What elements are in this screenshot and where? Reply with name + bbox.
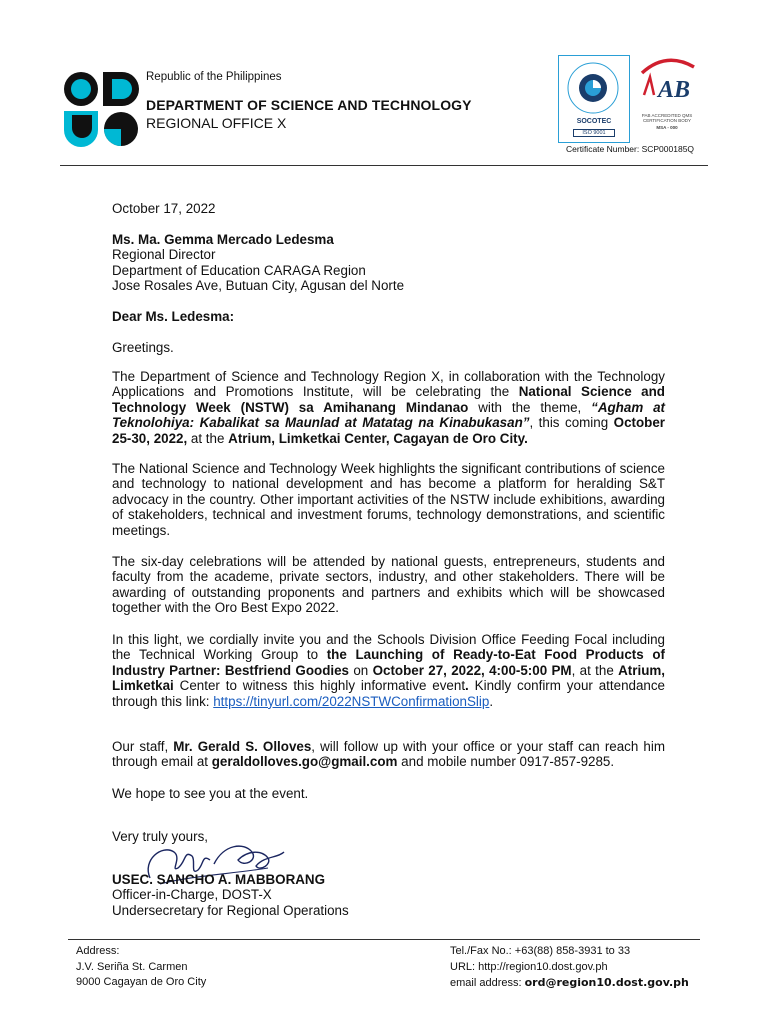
p5-email: geraldolloves.go@gmail.com <box>211 754 398 770</box>
p1-text-a: The Department of Science and Technology Region X, in collaboration with the Technology Applications and Promotions Institute, will be celebrating the <box>112 369 665 400</box>
p1-text-g: at the <box>187 430 229 446</box>
letter-date: October 17, 2022 <box>112 201 216 216</box>
greeting: Greetings. <box>112 340 174 355</box>
p4-text-a: In this light, we cordially invite you and the Schools Division Office Feeding Focal including the Technical Working Group to <box>112 632 665 663</box>
pab-code: MSA - 000 <box>656 125 678 130</box>
p4-text-e: , at the <box>571 662 619 678</box>
confirmation-link[interactable]: https://tinyurl.com/2022NSTWConfirmationSlip <box>213 693 490 709</box>
email-address: ord@region10.dost.gov.ph <box>524 976 689 989</box>
certificate-number: Certificate Number: SCP000185Q <box>566 144 695 154</box>
department-name: DEPARTMENT OF SCIENCE AND TECHNOLOGY <box>146 97 472 113</box>
email-label: email address: <box>450 977 525 989</box>
paragraph-2: The National Science and Technology Week highlights the significant contributions of science and technology to national development and has become a platform for heralding S&T advocacy in the country. Other important activities of the NSTW include exhibitions, awarding of stakeholders, technical and investment forums, technology demonstrations, and scientific meetings. <box>112 461 665 538</box>
pab-logo-icon <box>636 55 698 113</box>
recipient-block <box>112 232 665 294</box>
p4-text-c: on <box>349 662 373 678</box>
recipient-title: Regional Director <box>112 247 216 263</box>
salutation: Dear Ms. Ledesma: <box>112 309 235 324</box>
p4-text-g: Center to witness this highly informative event <box>173 678 466 694</box>
website-url: URL: http://region10.dost.gov.ph <box>450 960 608 973</box>
p4-venue: Atrium, Limketkai <box>112 662 666 694</box>
republic-label: Republic of the Philippines <box>146 71 282 83</box>
p4-launching: the Launching of Ready-to-Eat Food Products of Industry Partner: Bestfriend Goodies <box>112 647 665 678</box>
p5-text-a: Our staff, <box>112 739 174 754</box>
footer-contacts <box>450 944 689 992</box>
paragraph-5 <box>112 739 665 770</box>
footer-address <box>76 944 206 991</box>
p4-datetime: October 27, 2022, 4:00-5:00 PM <box>372 662 572 678</box>
socotec-ring-icon <box>564 60 622 116</box>
signatory-block <box>112 872 665 918</box>
p4-period: . <box>465 678 469 694</box>
recipient-address: Jose Rosales Ave, Butuan City, Agusan del Norte <box>112 278 405 294</box>
signatory-role-2: Undersecretary for Regional Operations <box>112 902 349 918</box>
closing: Very truly yours, <box>112 829 208 844</box>
p5-staff-name: Mr. Gerald S. Olloves <box>173 739 312 754</box>
socotec-brand: SOCOTEC <box>576 118 612 125</box>
p1-text-c: with the theme, <box>468 399 592 415</box>
signatory-role-1: Officer-in-Charge, DOST-X <box>112 887 272 903</box>
header-divider <box>60 165 708 166</box>
dost-logo <box>62 70 140 148</box>
address-line-2: 9000 Cagayan de Oro City <box>76 976 207 988</box>
p5-text-c: , will follow up with your office or your staff can reach him through email at <box>112 739 665 770</box>
paragraph-6: We hope to see you at the event. <box>112 786 309 801</box>
p1-dates: October 25-30, 2022, <box>112 415 665 446</box>
signatory-name: USEC. SANCHO A. MABBORANG <box>112 872 326 887</box>
regional-office: REGIONAL OFFICE X <box>146 115 287 131</box>
p4-text-j: . <box>489 693 494 709</box>
pab-accreditation-badge <box>636 55 698 141</box>
telfax: Tel./Fax No.: +63(88) 858-3931 to 33 <box>450 945 631 957</box>
email-line <box>450 975 689 992</box>
socotec-certification-badge <box>558 55 630 143</box>
paragraph-4 <box>112 632 665 709</box>
footer-divider <box>68 939 700 940</box>
p1-venue: Atrium, Limketkai Center, Cagayan de Oro City. <box>228 430 528 446</box>
p4-text-i: Kindly confirm your attendance through this link: <box>112 678 665 709</box>
p1-event-name: National Science and Technology Week (NSTW) sa Amihanang Mindanao <box>112 384 665 415</box>
svg-text:AB: AB <box>658 77 691 103</box>
pab-caption: PAB ACCREDITED QMS CERTIFICATION BODY <box>641 113 693 123</box>
p5-text-e: and mobile number 0917-857-9285. <box>397 754 615 770</box>
paragraph-3: The six-day celebrations will be attended by national guests, entrepreneurs, students and faculty from the academe, private sectors, industry, and other stakeholders. There will be awarding of outstanding proponents and partners and exhibits which will be showcased together with the Oro Best Expo 2022. <box>112 554 665 616</box>
p1-theme: “Agham at Teknolohiya: Kabalikat sa Maunlad at Matatag na Kinabukasan” <box>112 399 665 431</box>
address-line-1: J.V. Seriña St. Carmen <box>76 960 188 973</box>
iso-label: ISO 9001 <box>573 129 615 137</box>
recipient-name: Ms. Ma. Gemma Mercado Ledesma <box>112 232 334 247</box>
p1-text-e: , this coming <box>529 415 614 431</box>
recipient-org: Department of Education CARAGA Region <box>112 262 366 278</box>
paragraph-1 <box>112 369 665 446</box>
address-label: Address: <box>76 945 120 957</box>
